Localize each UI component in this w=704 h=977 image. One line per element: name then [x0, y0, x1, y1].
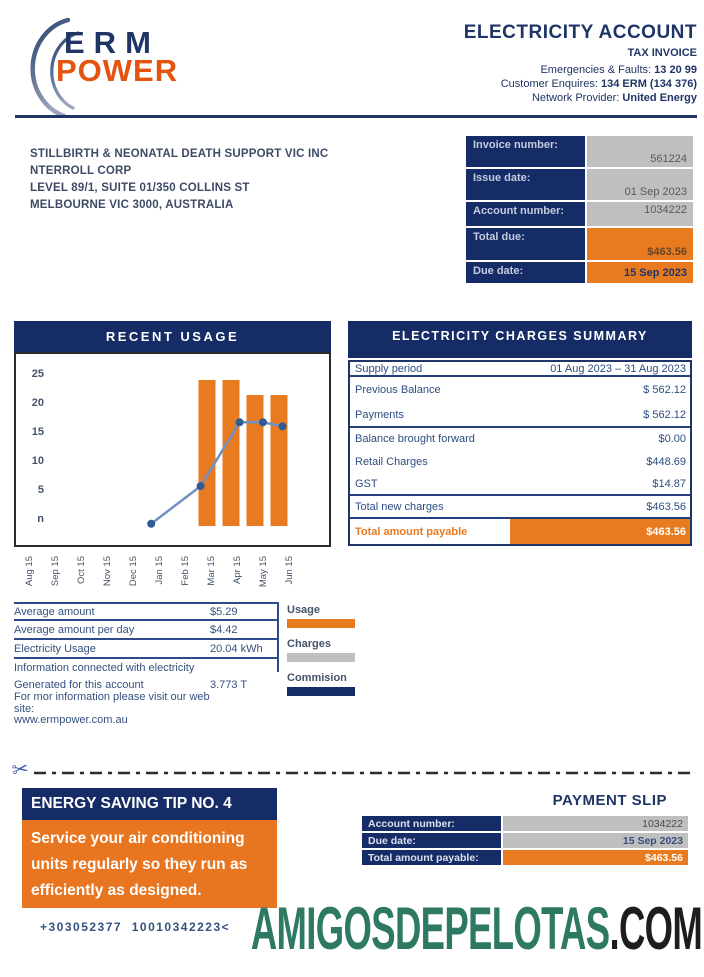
payment-slip-value: 15 Sep 2023	[503, 833, 688, 848]
header-contacts	[464, 63, 697, 105]
invoice-summary-row	[466, 228, 693, 262]
ocr-code-line: +303052377 10010342223<	[40, 920, 231, 934]
x-tick-label: Aug 15	[24, 556, 35, 587]
address-line: LEVEL 89/1, SUITE 01/350 COLLINS ST	[30, 182, 250, 194]
x-tick-label: Oct 15	[76, 556, 87, 584]
x-tick-label: Jun 15	[284, 556, 295, 585]
charges-summary-row	[350, 496, 690, 519]
invoice-summary-label: Issue date:	[466, 169, 585, 200]
usage-stat-value: $4.42	[210, 623, 238, 636]
usage-point	[279, 422, 287, 430]
legend-label: Usage	[287, 604, 321, 616]
invoice-summary-table	[466, 136, 693, 285]
x-tick-label: Apr 15	[232, 556, 243, 584]
y-tick-label: 5	[37, 484, 44, 496]
charges-summary-label: GST	[355, 477, 378, 490]
address-line: NTERROLL CORP	[30, 165, 132, 177]
payment-slip-label: Account number:	[362, 816, 501, 831]
y-tick-label: 25	[31, 368, 44, 380]
usage-stat-label: Electricity Usage	[14, 642, 96, 655]
invoice-summary-row	[466, 202, 693, 228]
invoice-summary-row	[466, 136, 693, 169]
usage-point	[147, 520, 155, 528]
invoice-summary-value: 01 Sep 2023	[587, 169, 693, 200]
usage-stat-row	[14, 621, 277, 640]
invoice-summary-label: Total due:	[466, 228, 585, 260]
charges-summary-value: $0.00	[658, 433, 686, 445]
contact-label: Emergencies & Faults:	[540, 64, 655, 76]
charges-summary-label: Total new charges	[355, 500, 444, 513]
charges-summary-label: Previous Balance	[355, 384, 441, 396]
usage-stat-label: Average amount	[14, 605, 95, 618]
legend-swatch	[287, 687, 355, 696]
payment-slip-label: Total amount payable:	[362, 850, 501, 865]
x-tick-label: Nov 15	[102, 556, 113, 587]
invoice-summary-label: Invoice number:	[466, 136, 585, 167]
chart-legend	[287, 604, 355, 706]
contact-line	[464, 63, 697, 77]
customer-address	[30, 146, 328, 214]
invoice-summary-label: Account number:	[466, 202, 585, 226]
charges-summary-row	[350, 403, 690, 428]
watermark-primary: AMIGOSDEPELOTAS	[250, 895, 610, 963]
charges-summary-label: Balance brought forward	[355, 433, 475, 445]
usage-stat-label: www.ermpower.com.au	[14, 714, 128, 727]
usage-stat-row	[14, 659, 277, 677]
legend-item-commision	[287, 672, 355, 696]
usage-point	[197, 482, 205, 490]
invoice-summary-row	[466, 262, 693, 285]
charges-summary-label: Retail Charges	[355, 455, 428, 468]
payment-slip-row	[362, 850, 688, 867]
charges-summary-row	[350, 519, 690, 544]
charges-summary-label: Supply period	[355, 362, 423, 375]
charges-summary-table	[348, 360, 692, 546]
contact-value: 13 20 99	[654, 64, 697, 76]
usage-stat-value: 3.773 T	[210, 679, 248, 692]
x-tick-label: May 15	[258, 556, 269, 588]
usage-bar	[271, 395, 288, 526]
usage-stat-row	[14, 712, 277, 730]
energy-tip-line: efficiently as designed.	[31, 882, 202, 899]
contact-line	[464, 77, 697, 91]
watermark-suffix: .COM	[609, 895, 702, 963]
legend-label: Commision	[287, 672, 347, 684]
charges-summary-label: Payments	[355, 408, 404, 421]
usage-stat-row	[14, 640, 277, 659]
charges-summary-value: $ 562.12	[643, 384, 686, 396]
invoice-summary-value: 1034222	[587, 202, 693, 226]
charges-summary-label: Total amount payable	[355, 525, 468, 538]
usage-stat-label: For mor information please visit our web site:	[14, 690, 210, 715]
payment-slip-table	[362, 816, 688, 867]
invoice-summary-label: Due date:	[466, 262, 585, 283]
y-tick-label: 20	[31, 397, 44, 409]
usage-stat-value: $5.29	[210, 605, 238, 618]
invoice-summary-row	[466, 169, 693, 202]
usage-stat-value: 20.04 kWh	[210, 642, 263, 655]
charges-summary-row	[350, 377, 690, 403]
scissors-icon: ✂	[10, 757, 31, 783]
recent-usage-chart	[14, 352, 331, 602]
tax-invoice-label: TAX INVOICE	[627, 47, 697, 59]
charges-summary-row	[350, 450, 690, 473]
usage-stat-row	[14, 602, 277, 621]
watermark	[251, 894, 702, 964]
energy-tip-body	[22, 820, 277, 908]
payment-slip-row	[362, 833, 688, 850]
payment-slip-value: $463.56	[503, 850, 688, 865]
legend-swatch	[287, 619, 355, 628]
contact-line	[464, 91, 697, 105]
invoice-summary-value: 561224	[587, 136, 693, 167]
x-tick-label: Dec 15	[128, 556, 139, 587]
recent-usage-title: RECENT USAGE	[14, 321, 331, 352]
address-line: STILLBIRTH & NEONATAL DEATH SUPPORT VIC INC	[30, 148, 329, 160]
x-tick-label: Sep 15	[50, 556, 61, 587]
charges-summary-value: $448.69	[646, 455, 686, 468]
charges-summary-value: $ 562.12	[643, 408, 686, 421]
page-title: ELECTRICITY ACCOUNT	[463, 22, 697, 43]
logo-text-power: POWER	[56, 53, 179, 88]
invoice-summary-value: $463.56	[587, 228, 693, 260]
payment-slip-title: PAYMENT SLIP	[552, 792, 667, 809]
contact-value: 134 ERM (134 376)	[601, 78, 697, 90]
cut-line	[34, 771, 696, 775]
legend-item-charges	[287, 638, 355, 662]
legend-label: Charges	[287, 638, 332, 650]
payment-slip-row	[362, 816, 688, 833]
y-tick-label: 10	[31, 455, 44, 467]
energy-tip-line: Service your air conditioning	[31, 830, 245, 847]
payment-slip-label: Due date:	[362, 833, 501, 848]
y-tick-label: n	[37, 513, 44, 525]
contact-label: Customer Enquires:	[500, 78, 601, 90]
contact-value: United Energy	[622, 92, 697, 104]
charges-summary-value: 01 Aug 2023 – 31 Aug 2023	[550, 362, 686, 375]
usage-stat-label: Average amount per day	[14, 623, 135, 636]
header-divider	[15, 115, 697, 118]
logo-text-erm: ERM	[64, 25, 160, 60]
address-line: MELBOURNE VIC 3000, AUSTRALIA	[30, 199, 234, 211]
usage-stat-row	[14, 690, 277, 715]
usage-stat-label: Generated for this account	[14, 679, 144, 692]
charges-summary-value: $14.87	[652, 477, 686, 490]
y-tick-label: 15	[31, 426, 44, 438]
energy-tip-line: units regularly so they run as	[31, 856, 248, 873]
charges-summary-value: $463.56	[510, 519, 690, 544]
contact-label: Network Provider:	[531, 92, 623, 104]
header-right	[464, 22, 697, 105]
usage-point	[236, 418, 244, 426]
legend-divider	[277, 602, 279, 672]
charges-summary-row	[350, 428, 690, 450]
legend-item-usage	[287, 604, 355, 628]
x-tick-label: Feb 15	[180, 556, 191, 586]
energy-tip-title: ENERGY SAVING TIP NO. 4	[22, 788, 277, 820]
usage-bar	[223, 380, 240, 526]
invoice-summary-value: 15 Sep 2023	[587, 262, 693, 283]
legend-swatch	[287, 653, 355, 662]
usage-stats-table	[14, 602, 277, 729]
x-tick-label: Jan 15	[154, 556, 165, 585]
charges-summary-row	[350, 473, 690, 496]
usage-point	[259, 418, 267, 426]
usage-stat-label: Information connected with electricity	[14, 661, 195, 674]
x-tick-label: Mar 15	[206, 556, 217, 586]
payment-slip-value: 1034222	[503, 816, 688, 831]
charges-summary-row	[350, 362, 690, 377]
usage-bar	[199, 380, 216, 526]
charges-summary-title: ELECTRICITY CHARGES SUMMARY	[348, 321, 692, 358]
charges-summary-value: $463.56	[646, 500, 686, 513]
usage-bar	[247, 395, 264, 526]
